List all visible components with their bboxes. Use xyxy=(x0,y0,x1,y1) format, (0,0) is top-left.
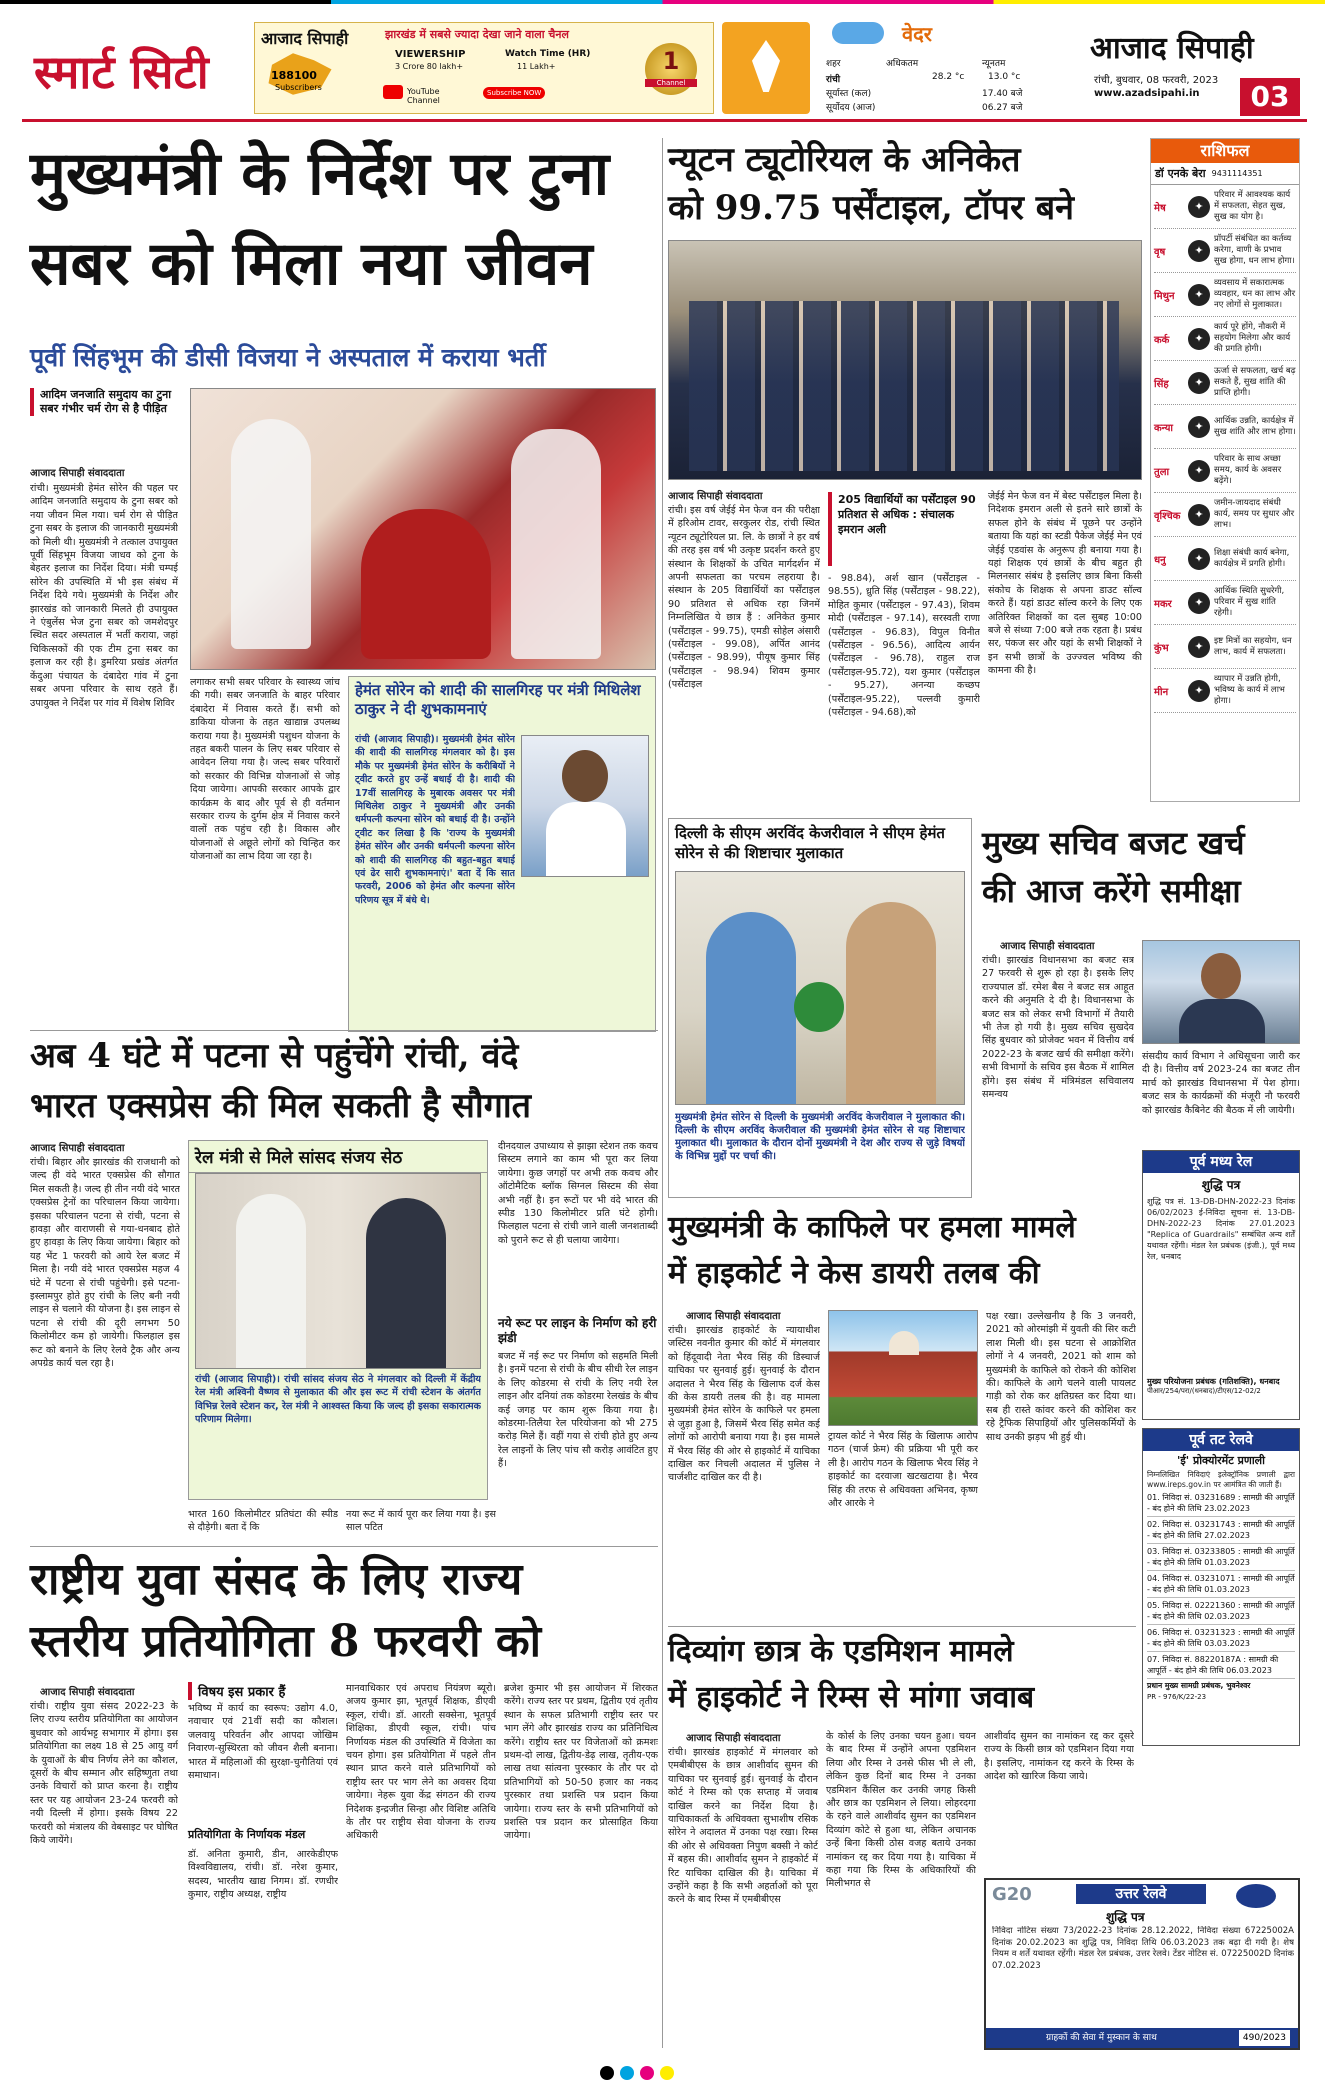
page-number: 03 xyxy=(1240,78,1300,116)
section-title: स्मार्ट सिटी xyxy=(34,45,209,99)
mp-figure xyxy=(236,1194,306,1369)
registration-mark xyxy=(660,2066,674,2080)
rashi-row xyxy=(1154,581,1296,625)
zodiac-icon: ✦ xyxy=(1188,328,1210,350)
sunset-value: 17.40 बजे xyxy=(982,89,1023,99)
rashi-name: मेष xyxy=(1154,202,1166,214)
ser-subtitle: 'ई' प्रोक्योरमेंट प्रणाली xyxy=(1176,1454,1265,1467)
lead-photo xyxy=(190,388,656,670)
newton-col-3: जेईई मेन फेज वन में बेस्ट पर्सेंटाइल मिला है। निदेशक इमरान अली से इतने सारे छात्रों के सफल होने के संबंध में पूछने पर उन्होंने बताया कि यहां का स्टडी पैकेज जेईई मेन एवं जेईई एडवांस के अनुरूप ही बनाया गया है। यहां शिक्षक एवं छात्रों के बीच बहुत ही मिलनसार संबंध है इसलिए छात्र बिना किसी संकोच के शिक्षक से अपना डाउट सॉल्व करते हैं। यहां डाउट सॉल्व करने के लिए एक अतिरिक्त शिक्षकों का दल सुबह 10:00 बजे से संध्या 7:00 बजे तक रहता है। प्रबंध सर, पंकज सर और यहां के सभी शिक्षकों ने इन सभी छात्रों के उज्ज्वल भविष्य की कामना की है। xyxy=(988,491,1142,677)
patna-caption: रांची (आजाद सिपाही)। रांची सांसद संजय सेठ ने मंगलवार को दिल्ली में केंद्रीय रेल मंत्री अश्विनी वैष्णव से मुलाकात की और इस रूट में रांची स्टेशन के अंतर्गत विभिन्न रेलवे स्टेशन कर, रेल मंत्री ने आश्वस्त किया कि जल्द ही इसका सकारात्मक परिणाम मिलेगा। xyxy=(195,1374,481,1426)
paper-name: आजाद सिपाही xyxy=(1090,31,1254,66)
weather-title: वेदर xyxy=(902,22,932,46)
zodiac-icon: ✦ xyxy=(1188,240,1210,262)
chief-secretary-body xyxy=(1179,999,1265,1044)
ecr-ad xyxy=(1142,1150,1300,1420)
sunrise-label: सूर्योदय (आज) xyxy=(826,103,876,113)
youth-col-2: भविष्य में कार्य का स्वरूप: उद्योग 4.0, नवाचार एवं 21वीं सदी का कौशल। जलवायु परिवर्तन और आपदा जोखिम निवारण-सुस्थिरता को जीवन शैली बनाना। भारत में महिलाओं की सुरक्षा-चुनौतियां एवं समाधान। xyxy=(188,1703,338,1782)
rashi-row xyxy=(1154,273,1296,317)
subscriber-label: Subscribers xyxy=(275,83,322,92)
rashi-text: कार्य पूरे होंगे, नौकरी में सहयोग मिलेगा और कार्य की प्रगति होगी। xyxy=(1214,322,1291,354)
zodiac-icon: ✦ xyxy=(1188,460,1210,482)
weather-col-city: शहर xyxy=(826,59,841,69)
rashi-row xyxy=(1154,493,1296,537)
rashi-row xyxy=(1154,405,1296,449)
rims-col-2: के कोर्स के लिए उनका चयन हुआ। चयन के बाद रिम्स में उन्होंने अपना एडमिशन लिया और रिम्स ने उनसे फीस भी ले ली, लेकिन कुछ दिनों बाद रिम्स ने उनका एडमिशन कैंसिल कर उनकी जगह किसी और छात्र का एडमिशन ले लिया। लोहरदगा के रहने वाले आशीर्वाद सुमन का एडमिशन दिव्यांग कोटे से हुआ था, लेकिन अचानक उन्हें बिना किसी ठोस वजह बताये उनका नामांकन रद्द कर दिया गया है। याचिका में कहा गया कि रिम्स के अधिकारियों की मिलीभगत से xyxy=(826,1731,976,1890)
chief-secretary-head xyxy=(1201,953,1241,999)
tender-row: 04. निविदा सं. 03231071 : सामग्री की आपूर्ति - बंद होने की तिथि 01.03.2023 xyxy=(1147,1571,1295,1598)
rashi-row xyxy=(1154,669,1296,713)
nr-g20-logo: G20 xyxy=(992,1884,1032,1905)
ser-sign: प्रधान मुख्य सामग्री प्रबंधक, भुवनेश्वर xyxy=(1147,1681,1251,1690)
kejriwal-box xyxy=(668,818,972,1198)
highcourt-photo xyxy=(828,1310,978,1426)
zodiac-icon: ✦ xyxy=(1188,416,1210,438)
top-color-stripe xyxy=(0,0,1325,4)
rashi-name: कन्या xyxy=(1154,422,1174,434)
rashi-name: वृश्चिक xyxy=(1154,510,1181,522)
wedding-body: रांची (आजाद सिपाही)। मुख्यमंत्री हेमंत सोरेन की शादी की सालगिरह मंगलवार को है। इस मौके पर मुख्यमंत्री हेमंत सोरेन के करीबियों ने ट्वीट करते हुए उन्हें बधाई दी है। शादी की 17वीं सालगिरह के मुबारक अवसर पर मंत्री मिथिलेश ठाकुर ने मुख्यमंत्री और उनकी धर्मपत्नी कल्पना सोरेन को बधाई दी है। उन्होंने ट्वीट कर लिखा है कि 'राज्य के मुख्यमंत्री हेमंत सोरेन और उनकी धर्मपत्नी कल्पना सोरेन को शादी की सालगिरह की बहुत-बहुत बधाई एवं ढेर सारी शुभकामनाएं।' बता दें कि सात फरवरी, 2006 को हेमंत और कल्पना सोरेन परिणय सूत्र में बंधे थे। xyxy=(355,734,515,906)
pen-logo xyxy=(722,22,810,114)
nr-rail-logo xyxy=(1236,1884,1276,1908)
rashi-text: व्यवसाय में सकारात्मक व्यवहार, धन का लाभ और नए लोगों से मुलाकात। xyxy=(1214,278,1296,310)
lead-col-1: रांची। मुख्यमंत्री हेमंत सोरेन की पहल पर आदिम जनजाति समुदाय के टुना सबर को नया जीवन मिल गया। चर्म रोग से पीड़ित टुना सबर के इलाज की जानकारी मुख्यमंत्री को मिली थी। मुख्यमंत्री ने तत्काल उपायुक्त पूर्वी सिंहभूम विजया जाधव को टुना के बेहतर इलाज का निर्देश दिया। मंत्री चम्पई सोरेन की उपस्थिति में भी इस संबंध में निर्देश दिये गये। मुख्यमंत्री के निर्देश और झारखंड को जानकारी मिलते ही उपायुक्त ने एंबुलेंस भेज टुना सबर को जमशेदपुर स्थित सदर अस्पताल में भर्ती कराया, जहां चिकित्सकों की एक टीम टुना सबर का इलाज कर रही है। डुमरिया प्रखंड अंतर्गत केंदुआ पंचायत के दंबादेरा गांव में टुना सबर अपना परिवार के साथ रहते हैं। उपायुक्त ने निर्देश पर गांव में विशेष शिविर xyxy=(30,483,178,709)
registration-mark xyxy=(640,2066,654,2080)
hemant-figure xyxy=(846,902,936,1105)
rashifal-title: राशिफल xyxy=(1151,139,1299,163)
tender-row: 07. निविदा सं. 88220187A : सामग्री की आपूर्ति - बंद होने की तिथि 06.03.2023 xyxy=(1147,1652,1295,1679)
section-rule xyxy=(30,1546,658,1547)
registration-mark xyxy=(620,2066,634,2080)
youth-box-title: विषय इस प्रकार हैं xyxy=(188,1682,338,1700)
ser-intro: निम्नलिखित निविदाएं इलेक्ट्रॉनिक प्रणाली द्वारा www.ireps.gov.in पर आमंत्रित की जाती हैं। xyxy=(1147,1470,1295,1489)
wedding-photo xyxy=(521,735,649,877)
newton-box xyxy=(828,492,980,566)
newton-headline-1: न्यूटन ट्यूटोरियल के अनिकेत xyxy=(668,140,1021,180)
channel-banner: झारखंड में सबसे ज्यादा देखा जाने वाला चैनल xyxy=(385,28,569,41)
doctor-figure xyxy=(511,429,601,659)
registration-mark xyxy=(600,2066,614,2080)
youth-col-1: रांची। राष्ट्रीय युवा संसद 2022-23 के लिए राज्य स्तरीय प्रतियोगिता का आयोजन बुधवार को आर्यभट्ट सभागार में होगा। इस प्रतियोगिता का लक्ष्य 18 से 25 आयु वर्ग के युवाओं के बीच निर्णय लेने का कौशल, दूसरों के बीच सम्मान और सहिष्णुता तथा उनके विचारों को प्राप्त करना है। राष्ट्रीय स्तर पर यह आयोजन 23-24 फरवरी को नयी दिल्ली में होगा। इसके विषय 22 फरवरी को मंत्रालय की वेबसाइट पर घोषित किये जायेंगे। xyxy=(30,1701,178,1847)
patna-photo xyxy=(195,1173,481,1369)
section-rule xyxy=(30,1030,658,1031)
rashi-text: प्रॉपर्टी संबंधित का कर्तव्य करेगा, वाणी के प्रभाव सुख होगा, धन लाभ होगा। xyxy=(1214,234,1295,266)
tender-row: 03. निविदा सं. 03233805 : सामग्री की आपूर्ति - बंद होने की तिथि 01.03.2023 xyxy=(1147,1544,1295,1571)
zodiac-icon: ✦ xyxy=(1188,504,1210,526)
weather-city: रांची xyxy=(826,75,841,85)
rims-byline: आजाद सिपाही संवाददाता xyxy=(686,1733,781,1744)
viewership-label: VIEWERSHIP xyxy=(395,49,466,60)
rims-col-3: आशीर्वाद सुमन का नामांकन रद्द कर दूसरे राज्य के किसी छात्र को एडमिशन दिया गया है। इसलिए, नामांकन रद्द करने के रिम्स के आदेश को खारिज किया जाये। xyxy=(984,1731,1134,1783)
youtube-label: YouTube Channel xyxy=(407,87,440,105)
convoy-headline-1: मुख्यमंत्री के काफिले पर हमला मामले xyxy=(668,1210,1076,1245)
newton-col-1: रांची। इस वर्ष जेईई मेन फेज वन की परीक्षा में हरिओम टावर, सरकुलर रोड, रांची स्थित न्यूटन ट्यूटोरियल प्रा. लि. के छात्रों ने हर वर्ष की तरह इस वर्ष भी उत्कृष्ट प्रदर्शन करते हुए संस्थान के शिक्षकों के उचित मार्गदर्शन में अपनी सफलता का परचम लहराया है। संस्थान के 205 विद्यार्थियों का पर्सेंटाइल 90 प्रतिशत से अधिक रहा जिनमें निम्नलिखित ये छात्र हैं : अनिकेत कुमार (पर्सेंटाइल - 99.75), एमडी सोहेल अंसारी (पर्सेंटाइल - 99.08), अर्पित आनंद (पर्सेंटाइल - 98.99), पीयूष कुमार सिंह (पर्सेंटाइल - 98.94) शिवम कुमार (पर्सेंटाइल xyxy=(668,505,820,691)
watchtime-value: 11 Lakh+ xyxy=(517,62,556,71)
rashi-name: तुला xyxy=(1154,466,1170,478)
budget-headline-2: की आज करेंगे समीक्षा xyxy=(982,872,1241,910)
rashi-row xyxy=(1154,361,1296,405)
rashi-name: वृष xyxy=(1154,246,1166,258)
rashi-name: धनु xyxy=(1154,554,1166,566)
patna-col-1: रांची। बिहार और झारखंड की राजधानी को जल्द ही वंदे भारत एक्सप्रेस की सौगात मिल सकती है। जल्द ही तीन नयी वंदे भारत एक्सप्रेस ट्रेनों का परिचालन किया जायेगा। इसका परिचालन पटना से रांची, पटना से हावड़ा और वाराणसी से गया-धनबाद होते हुए हावड़ा के लिए किया जायेगा। बिहार को यह भेंट 1 फरवरी को आये रेल बजट में मिला है। नयी वंदे भारत एक्सप्रेस महज 4 घंटे में पटना से रांची पहुंचेगी। इसे पटना-इस्लामपुर होते हुए रांची के लिए बनी नयी लाइन से चलाने की योजना है। इस लाइन से पटना से रांची की दूरी लगभग 50 किलोमीटर कम हो जायेगी। फिलहाल इस रूट को बनाने के लिए रेलवे ट्रैक और अन्य अपग्रेड कार्य चल रहा है। xyxy=(30,1157,180,1370)
column-rule xyxy=(662,138,663,2048)
budget-col-1: रांची। झारखंड विधानसभा का बजट सत्र 27 फरवरी से शुरू हो रहा है। इसके लिए राज्यपाल डॉ. रमेश बैस ने बजट सत्र आहूत करने की अनुमति दे दी है। विधानसभा के बजट सत्र को लेकर सभी विभागों में तैयारी भी तेज हो गयी है। मुख्य सचिव सुखदेव सिंह बुधवार को प्रोजेक्ट भवन में वित्तीय वर्ष 2022-23 के बजट खर्च की समीक्षा करेंगे। सभी विभागों के सचिव इस बैठक में शामिल होंगे। इस संबंध में मंत्रिमंडल सचिवालय समन्वय xyxy=(982,955,1134,1101)
rashi-text: शिक्षा संबंधी कार्य बनेगा, कार्यक्षेत्र में प्रगति होगी। xyxy=(1214,547,1290,569)
rashi-name: कुंभ xyxy=(1154,642,1169,654)
budget-photo xyxy=(1142,940,1300,1044)
youtube-icon xyxy=(383,85,403,99)
rashi-name: मकर xyxy=(1154,598,1172,610)
ecr-ref: पीआर/254/परा/(धनबाद)/टीएस/12-02/2 xyxy=(1147,1387,1261,1395)
minister-body xyxy=(546,802,626,877)
patna-byline: आजाद सिपाही संवाददाता xyxy=(30,1143,125,1154)
patna-photo-title: रेल मंत्री से मिले सांसद संजय सेठ xyxy=(189,1141,487,1173)
sunset-label: सूर्यास्त (कल) xyxy=(826,89,872,99)
newton-col-2: - 98.84), अर्श खान (पर्सेंटाइल - 98.55), ध्रुति सिंह (पर्सेंटाइल - 98.22), मोहित कुमार (पर्सेंटाइल - 97.43), शिवम मोदी (पर्सेंटाइल - 97.14), सरस्वती राणा (पर्सेंटाइल - 96.83), विपुल विनीत (पर्सेंटाइल - 96.56), आदित्य आर्यन (पर्सेंटाइल - 96.78), राहुल राज (पर्सेंटाइल-95.72), यश कुमार (पर्सेंटाइल - 95.27), अनन्या कच्छप (पर्सेंटाइल-95.22), पल्लवी कुमारी (पर्सेंटाइल - 94.68),को xyxy=(828,573,980,719)
nr-text: निविदा नोटिस संख्या 73/2022-23 दिनांक 28.12.2022, निविदा संख्या 67225002A दिनांक 20.02.2023 का शुद्धि पत्र, निविदा तिथि 06.03.2023 तक बढ़ा दी गयी है। शेष नियम व शर्तें यथावत रहेंगी। मंडल रेल प्रबंधक, उत्तर रेलवे। टेंडर नोटिस सं. 07225002D दिनांक 07.02.2023 xyxy=(992,1926,1294,1971)
patna-col-3b: बजट में नई रूट पर निर्माण को सहमति मिली है। इनमें पटना से रांची के बीच सीधी रेल लाइन के लिए कोडरमा से रांची के लिए नयी रेल लाइन और दनियां तक कोडरमा रेलखंड के बीच कई जगह पर काम शुरू किया गया है। कोडरमा-तिलैया रेल परियोजना को भी 275 करोड़ मिले हैं। वहीं गया से रांची होते हुए अन्य रेल लाइनों के लिए पांच सौ करोड़ आवंटित हुए हैं। xyxy=(498,1351,658,1470)
budget-col-2: संसदीय कार्य विभाग ने अधिसूचना जारी कर दी है। वित्तीय वर्ष 2023-24 का बजट तीन मार्च को झारखंड विधानसभा में पेश होगा। बजट सत्र के कार्यक्रमों की मंजूरी नौ फरवरी को झारखंड कैबिनेट की बैठक में ली जायेगी। xyxy=(1142,1051,1300,1116)
kejriwal-photo xyxy=(675,871,965,1105)
lead-kicker xyxy=(30,388,180,416)
ser-ref: PR - 976/K/22-23 xyxy=(1147,1693,1207,1701)
patient-figure xyxy=(361,509,491,659)
patna-bottom-mid: नया रूट में कार्य पूरा कर लिया गया है। इस साल पटित xyxy=(346,1509,496,1534)
patna-headline-2: भारत एक्सप्रेस की मिल सकती है सौगात xyxy=(30,1086,532,1126)
tender-row: 01. निविदा सं. 03231689 : सामग्री की आपूर्ति - बंद होने की तिथि 23.02.2023 xyxy=(1147,1490,1295,1517)
youth-byline: आजाद सिपाही संवाददाता xyxy=(40,1687,135,1698)
zodiac-icon: ✦ xyxy=(1188,284,1210,306)
zodiac-icon: ✦ xyxy=(1188,592,1210,614)
rashi-text: परिवार में आवश्यक कार्य में सफलता, सेहत सुख, सुख का योग है। xyxy=(1214,190,1291,222)
rashi-text: इष्ट मित्रों का सहयोग, धन लाभ, कार्य में सफलता। xyxy=(1214,635,1292,657)
rashi-name: सिंह xyxy=(1154,378,1169,390)
rank-label: Channel xyxy=(645,79,697,87)
ecr-subtitle: शुद्धि पत्र xyxy=(1201,1178,1241,1192)
zodiac-icon: ✦ xyxy=(1188,636,1210,658)
rashi-name: मीन xyxy=(1154,686,1169,698)
website: www.azadsipahi.in xyxy=(1094,88,1200,99)
convoy-col-1: रांची। झारखंड हाइकोर्ट के न्यायाधीश जस्टिस नवनीत कुमार की कोर्ट में मंगलवार को हिंदूवादी नेता भैरव सिंह की डिस्चार्ज याचिका पर सुनवाई हुई। सुनवाई के दौरान अदालत ने भैरव सिंह के खिलाफ दर्ज केस की केस डायरी तलब की है। वह मामला मुख्यमंत्री हेमंत सोरेन के काफिले पर हमला से जुड़ा हुआ है, जिसमें भैरव सिंह समेत कई लोगों को आरोपी बनाया गया है। इस मामले में भैरव सिंह की ओर से हाइकोर्ट में याचिका दाखिल कर निचली अदालत में पुलिस ने चार्जशीट दाखिल कर दी है। xyxy=(668,1325,820,1484)
convoy-col-3: पक्ष रखा। उल्लेखनीय है कि 3 जनवरी, 2021 को ओरमांझी में युवती की सिर कटी लाश मिली थी। इस घटना से आक्रोशित लोगों ने 4 जनवरी, 2021 को शाम को मुख्यमंत्री के काफिले को रोकने की कोशिश की। काफिले के आगे चलने वाली पायलट गाड़ी को रोक कर क्षतिग्रस्त कर दिया था। सब ही रास्ते कांवर करने की कोशिश कर रहे ट्रैफिक सिपाहियों और पुलिसकर्मियों के साथ उनकी झड़प भी हुई थी। xyxy=(986,1311,1136,1443)
weather-col-max: अधिकतम xyxy=(886,59,919,69)
newton-headline-2: को 99.75 पर्सेंटाइल, टॉपर बने xyxy=(668,188,1074,228)
patna-col-3: दीनदयाल उपाध्याय से झाझा स्टेशन तक कवच सिस्टम लगाने का काम भी पूरा कर लिया जायेगा। कुछ जगहों पर अभी तक कवच और ऑटोमैटिक ब्लॉक सिग्नल सिस्टम की सेवा अभी नहीं है। इन रूटों पर भी वंदे भारत की स्पीड 130 किलोमीटर प्रति घंटे होगी। फिलहाल पटना से रांची जाने वाली जनशताब्दी को पुराने रूट से ही चलाया जायेगा। xyxy=(498,1141,658,1246)
zodiac-icon: ✦ xyxy=(1188,196,1210,218)
youth-col-3: मानवाधिकार एवं अपराध नियंत्रण ब्यूरो। अजय कुमार झा, भूतपूर्व शिक्षक, डीएवी स्कूल, रांची। डॉ. आरती सक्सेना, भूतपूर्व शिक्षिका, डीएवी स्कूल, रांची। पांच निर्णायक मंडल की उपस्थिति में विजेता का चयन होगा। इस प्रतियोगिता में पहले तीन स्थान प्राप्त करने वाले प्रतिभागियों को राष्ट्रीय स्तर पर भाग लेने का अवसर दिया जायेगा। नेहरू युवा केंद्र संगठन की राज्य निदेशक इन्द्रजीत सिन्हा और विशिष्ट अतिथि के तौर पर राष्ट्रीय सेवा योजना के राज्य अधिकारी xyxy=(346,1683,496,1842)
rashi-text: आर्थिक उन्नति, कार्यक्षेत्र में सुख शांति और लाभ होगा। xyxy=(1214,415,1296,437)
rashi-name: मिथुन xyxy=(1154,290,1175,302)
wedding-box xyxy=(348,676,656,1032)
newton-box-text: 205 विद्यार्थियों का पर्सेंटाइल 90 प्रतिशत से अधिक : संचालक इमरान अली xyxy=(838,493,976,536)
kejriwal-headline: दिल्ली के सीएम अरविंद केजरीवाल ने सीएम हेमंत सोरेन से की शिष्टाचार मुलाकात xyxy=(675,824,945,862)
nr-ad xyxy=(984,1878,1300,2050)
rims-headline-1: दिव्यांग छात्र के एडमिशन मामले xyxy=(668,1634,1014,1669)
ecr-sign: मुख्य परियोजना प्रबंधक (गतिशक्ति), धनबाद xyxy=(1147,1377,1280,1386)
rashifal-phone: 9431114351 xyxy=(1211,169,1263,178)
rank-number: 1 xyxy=(662,47,680,75)
channel-promo xyxy=(254,22,714,114)
subscribe-now-button[interactable]: Subscribe NOW xyxy=(483,87,545,99)
tender-row: 06. निविदा सं. 03231323 : सामग्री की आपूर्ति - बंद होने की तिथि 03.03.2023 xyxy=(1147,1625,1295,1652)
tender-row: 05. निविदा सं. 02221360 : सामग्री की आपूर्ति - बंद होने की तिथि 02.03.2023 xyxy=(1147,1598,1295,1625)
rashi-row xyxy=(1154,625,1296,669)
rashi-name: कर्क xyxy=(1154,334,1170,346)
rashi-text: आर्थिक स्थिति सुधरेगी, परिवार में सुख शांति रहेगी। xyxy=(1214,586,1285,618)
lead-headline-2: सबर को मिला नया जीवन xyxy=(30,229,593,299)
rank-badge xyxy=(645,43,697,95)
rashi-text: परिवार के साथ अच्छा समय, कार्य के अवसर बढ़ेंगे। xyxy=(1214,454,1282,486)
kejriwal-caption: मुख्यमंत्री हेमंत सोरेन से दिल्ली के मुख्यमंत्री अरविंद केजरीवाल ने मुलाकात की। दिल्ली के सीएम अरविंद केजरीवाल की मुख्यमंत्री हेमंत सोरेन से यह शिष्टाचार मुलाकात थी। मुलाकात के दौरान दोनों मुख्यमंत्री ने देश और राज्य से जुड़े विषयों के विभिन्न मुद्दों पर चर्चा की। xyxy=(675,1112,965,1162)
lead-col-2: लगाकर सभी सबर परिवार के स्वास्थ्य जांच की गयी। सबर जनजाति के बाहर परिवार दंबादेरा में निवास करते हैं। सभी को डाकिया योजना के तहत खाद्यान्न उपलब्ध कराया गया है। मुख्यमंत्री पशुधन योजना के तहत बकरी पालन के लिए सबर परिवार से आवेदन लिया गया है। जल्द सबर परिवारों को सरकार की विभिन्न योजनाओं से जोड़ दिया जायेगा। आपकी सरकार आपके द्वार कार्यक्रम के बाद और पूर्व से ही वर्तमान सरकार राज्य के दुर्गम क्षेत्र में निवास करने वालों तक पहुंच रही है। विकास और योजनाओं से अछूते लोगों को चिन्हित कर योजनाओं का लाभ दिया जा रहा है। xyxy=(190,677,340,863)
nr-tagline: ग्राहकों की सेवा में मुस्कान के साथ xyxy=(1046,2033,1157,2043)
rashi-row xyxy=(1154,185,1296,229)
rashi-text: व्यापार में उन्नति होगी, भविष्य के कार्य में लाभ होगा। xyxy=(1214,674,1285,706)
ecr-title: पूर्व मध्य रेल xyxy=(1143,1151,1299,1173)
patna-bottom-left: भारत 160 किलोमीटर प्रतिघंटा की स्पीड से दौड़ेगी। बता दें कि xyxy=(188,1509,338,1534)
youth-subhead-2: प्रतियोगिता के निर्णायक मंडल xyxy=(188,1828,306,1841)
watchtime-label: Watch Time (HR) xyxy=(505,49,591,59)
minister-head xyxy=(562,750,608,802)
nr-title: उत्तर रेलवे xyxy=(1076,1884,1206,1904)
subscriber-count: 188100 xyxy=(271,69,317,82)
dateline: रांची, बुधवार, 08 फरवरी, 2023 xyxy=(1094,75,1219,86)
kejriwal-figure xyxy=(706,912,796,1105)
nr-ref: 490/2023 xyxy=(1239,2030,1290,2046)
patna-headline-1: अब 4 घंटे में पटना से पहुंचेंगे रांची, वंदे xyxy=(30,1036,519,1076)
weather-box xyxy=(822,22,1052,114)
ser-ad xyxy=(1142,1428,1300,1746)
nr-subtitle: शुद्धि पत्र xyxy=(1106,1910,1145,1924)
patna-subhead-2: नये रूट पर लाइन के निर्माण को हरी झंडी xyxy=(498,1316,657,1345)
ser-title: पूर्व तट रेलवे xyxy=(1143,1429,1299,1451)
newton-byline: आजाद सिपाही संवाददाता xyxy=(668,491,763,502)
rims-headline-2: में हाइकोर्ट ने रिम्स से मांगा जवाब xyxy=(668,1680,1035,1715)
ecr-text: शुद्धि पत्र सं. 13-DB-DHN-2022-23 दिनांक 06/02/2023 ई-निविदा सूचना सं. 13-DB-DHN-2022-23 दिनांक 27.01.2023 "Replica of Guardrails" सम्बंधित अन्य शर्तें यथावत रहेंगी। मंडल रेल प्रबंधक (इंजी.), पूर्व मध्य रेल, धनबाद xyxy=(1147,1197,1295,1261)
rashifal-author: डॉ एनके बेरा xyxy=(1155,167,1206,180)
rashi-row xyxy=(1154,449,1296,493)
pen-nib-icon xyxy=(752,40,780,92)
rashifal-panel xyxy=(1150,138,1300,802)
lead-kicker-text: आदिम जनजाति समुदाय का टुना सबर गंभीर चर्म रोग से है पीड़ित xyxy=(40,388,172,415)
weather-cloud-icon xyxy=(832,22,884,44)
youth-col-2b: डॉ. अनिता कुमारी, डीन, आरकेडीएफ विश्वविद्यालय, रांची। डॉ. नरेश कुमार, सदस्य, भारतीय खाद्य निगम। डॉ. रणधीर कुमार, राष्ट्रीय अध्यक्ष, राष्ट्रीय xyxy=(188,1849,338,1901)
convoy-col-2: ट्रायल कोर्ट ने भैरव सिंह के खिलाफ आरोप गठन (चार्ज फ्रेम) की प्रक्रिया भी पूरी कर ली है। आरोप गठन के खिलाफ भैरव सिंह ने हाइकोर्ट का दरवाजा खटखटाया है। भैरव सिंह की तरफ से अधिवक्ता अभिनव, कृष्ण और आरके ने xyxy=(828,1431,978,1510)
weather-col-min: न्यूनतम xyxy=(982,59,1006,69)
students-group xyxy=(689,301,1119,471)
viewership-value: 3 Crore 80 lakh+ xyxy=(395,62,464,71)
youth-headline-1: राष्ट्रीय युवा संसद के लिए राज्य xyxy=(30,1554,523,1605)
rims-col-1: रांची। झारखंड हाइकोर्ट में मंगलवार को एमबीबीएस के छात्र आशीर्वाद सुमन की याचिका पर सुनवाई हुई। सुनवाई के दौरान कोर्ट ने रिम्स को एक सप्ताह में जवाब दाखिल करने का निर्देश दिया है। याचिकाकर्ता के अधिवक्ता सुभाशीष रसिक सोरेन ने अदालत में उनका पक्ष रखा। रिम्स की ओर से अधिवक्ता निपुण बक्सी ने कोर्ट में बहस की। आशीर्वाद सुमन ने हाइकोर्ट में रिट याचिका दाखिल की है। याचिका में उन्होंने कहा है कि सभी अहर्ताओं को पूरा करने के बाद रिम्स में एमबीबीएस xyxy=(668,1747,818,1906)
wedding-headline: हेमंत सोरेन को शादी की सालगिरह पर मंत्री मिथिलेश ठाकुर ने दी शुभकामनाएं xyxy=(355,681,641,718)
tender-row: 02. निविदा सं. 03231743 : सामग्री की आपूर्ति - बंद होने की तिथि 27.02.2023 xyxy=(1147,1517,1295,1544)
convoy-headline-2: में हाइकोर्ट ने केस डायरी तलब की xyxy=(668,1256,1040,1291)
rashi-row xyxy=(1154,229,1296,273)
ser-tender-list xyxy=(1143,1490,1299,1679)
lead-subhead: पूर्वी सिंहभूम की डीसी विजया ने अस्पताल में कराया भर्ती xyxy=(30,343,546,372)
sunrise-value: 06.27 बजे xyxy=(982,103,1023,113)
budget-byline: आजाद सिपाही संवाददाता xyxy=(1000,941,1095,952)
plant-gift xyxy=(794,982,844,1032)
youth-col-4: ब्रजेश कुमार भी इस आयोजन में शिरकत करेंगे। राज्य स्तर पर प्रथम, द्वितीय एवं तृतीय स्थान के सफल प्रतिभागी राष्ट्रीय स्तर पर भाग लेंगे और झारखंड राज्य का प्रतिनिधित्व करेंगे। राष्ट्रीय स्तर पर विजेताओं को क्रमशः प्रथम-दो लाख, द्वितीय-डेढ़ लाख, तृतीय-एक लाख तथा सांत्वना पुरस्कार के तौर पर दो प्रतिभागियों को 50-50 हजार का नकद पुरस्कार तथा प्रशस्ति पत्र प्रदान किया जायेगा। राज्य स्तर के सभी प्रतिभागियों को प्रशस्ति पत्र प्रदान कर प्रोत्साहित किया जायेगा। xyxy=(504,1683,658,1842)
rashi-text: जमीन-जायदाद संबंधी कार्य, समय पर सुधार और लाभ। xyxy=(1214,498,1295,530)
nr-footer xyxy=(986,2028,1298,2048)
rashi-text: ऊर्जा से सफलता, खर्च बढ़ सकते हैं, सुख शांति की प्राप्ति होगी। xyxy=(1214,366,1296,398)
newton-photo xyxy=(668,240,1142,480)
zodiac-icon: ✦ xyxy=(1188,548,1210,570)
budget-headline-1: मुख्य सचिव बजट खर्च xyxy=(982,824,1245,862)
section-rule xyxy=(668,1626,1136,1627)
railway-minister-figure xyxy=(366,1198,446,1369)
rashifal-list xyxy=(1151,185,1299,713)
patna-photo-box xyxy=(188,1140,488,1500)
masthead xyxy=(22,16,1307,122)
convoy-byline: आजाद सिपाही संवाददाता xyxy=(686,1311,781,1322)
highcourt-dome-icon xyxy=(889,1331,919,1355)
weather-max: 28.2 °c xyxy=(932,72,965,82)
weather-min: 13.0 °c xyxy=(988,72,1021,82)
paper-logo-small: आजाद सिपाही xyxy=(261,29,349,48)
rashi-row xyxy=(1154,317,1296,361)
youth-headline-2: स्तरीय प्रतियोगिता 8 फरवरी को xyxy=(30,1616,542,1667)
rashi-row xyxy=(1154,537,1296,581)
lead-headline-1: मुख्यमंत्री के निर्देश पर टुना xyxy=(30,139,610,209)
zodiac-icon: ✦ xyxy=(1188,372,1210,394)
bottom-color-marks xyxy=(600,2066,740,2080)
lead-byline: आजाद सिपाही संवाददाता xyxy=(30,468,125,479)
nurse-figure xyxy=(231,419,311,649)
zodiac-icon: ✦ xyxy=(1188,680,1210,702)
